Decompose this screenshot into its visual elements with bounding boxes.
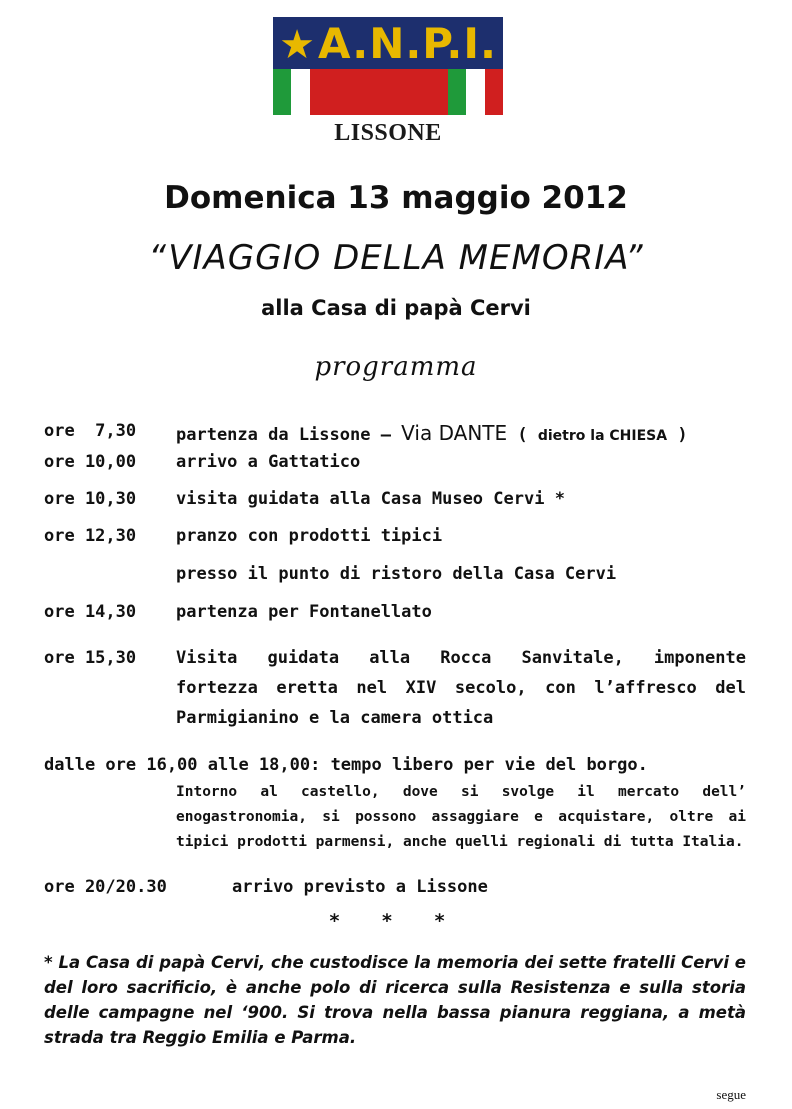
time-r1: ore 7,30 (44, 421, 137, 441)
event-place: alla Casa di papà Cervi (261, 296, 531, 320)
desc-r5: partenza per Fontanellato (176, 602, 432, 622)
separator: * * * (329, 910, 463, 932)
desc-r6-line2: fortezza eretta nel XIV secolo, con l’affresco del (176, 678, 746, 698)
programma-heading: programma (314, 352, 478, 382)
event-date: Domenica 13 maggio 2012 (164, 180, 628, 216)
time-r8: ore 20/20.30 (44, 877, 167, 897)
star-icon: ★ (279, 22, 316, 68)
time-r3: ore 10,30 (44, 489, 137, 509)
logo-flags (273, 69, 503, 115)
logo-red-band (328, 69, 448, 115)
desc-r4-line2: presso il punto di ristoro della Casa Cervi (176, 564, 617, 584)
desc-r4: pranzo con prodotti tipici (176, 526, 443, 546)
free-time-desc: Intorno al castello, dove si svolge il mercato dell’ enogastronomia, si possono assaggiare e acquistare, oltre ai tipici prodotti parmensi, anche quelli regionali di tutta Italia. (176, 784, 746, 850)
logo-city: LISSONE (334, 120, 442, 146)
desc-r3: visita guidata alla Casa Museo Cervi * (176, 489, 565, 509)
time-r2: ore 10,00 (44, 452, 137, 472)
footnote: * La Casa di papà Cervi, che custodisce la memoria dei sette fratelli Cervi e del loro sacrificio, è anche polo di ricerca sulla Resistenza e sulla storia delle campagne nel ‘900. Si trova nella bassa pianura reggiana, a metà strada tra Reggio Emilia e Parma. (44, 953, 746, 1047)
time-r5: ore 14,30 (44, 602, 137, 622)
desc-r6-line3: Parmigianino e la camera ottica (176, 708, 494, 728)
segue-label: segue (716, 1087, 746, 1102)
logo-text (273, 21, 503, 68)
desc-r1: partenza da Lissone – Via DANTE ( dietro la CHIESA ) (176, 421, 688, 445)
desc-r8: arrivo previsto a Lissone (232, 877, 488, 897)
event-title: “VIAGGIO DELLA MEMORIA” (148, 238, 644, 278)
desc-r6-line1: Visita guidata alla Rocca Sanvitale, imponente (176, 648, 746, 668)
italian-flag-right (448, 69, 503, 115)
time-r6: ore 15,30 (44, 648, 137, 668)
time-r4: ore 12,30 (44, 526, 137, 546)
anpi-logo (273, 17, 503, 115)
italian-flag-left (273, 69, 328, 115)
desc-r2: arrivo a Gattatico (176, 452, 361, 472)
free-time-line: dalle ore 16,00 alle 18,00: tempo libero per vie del borgo. (44, 755, 648, 775)
logo-acronym: A.N.P.I. (317, 19, 497, 68)
